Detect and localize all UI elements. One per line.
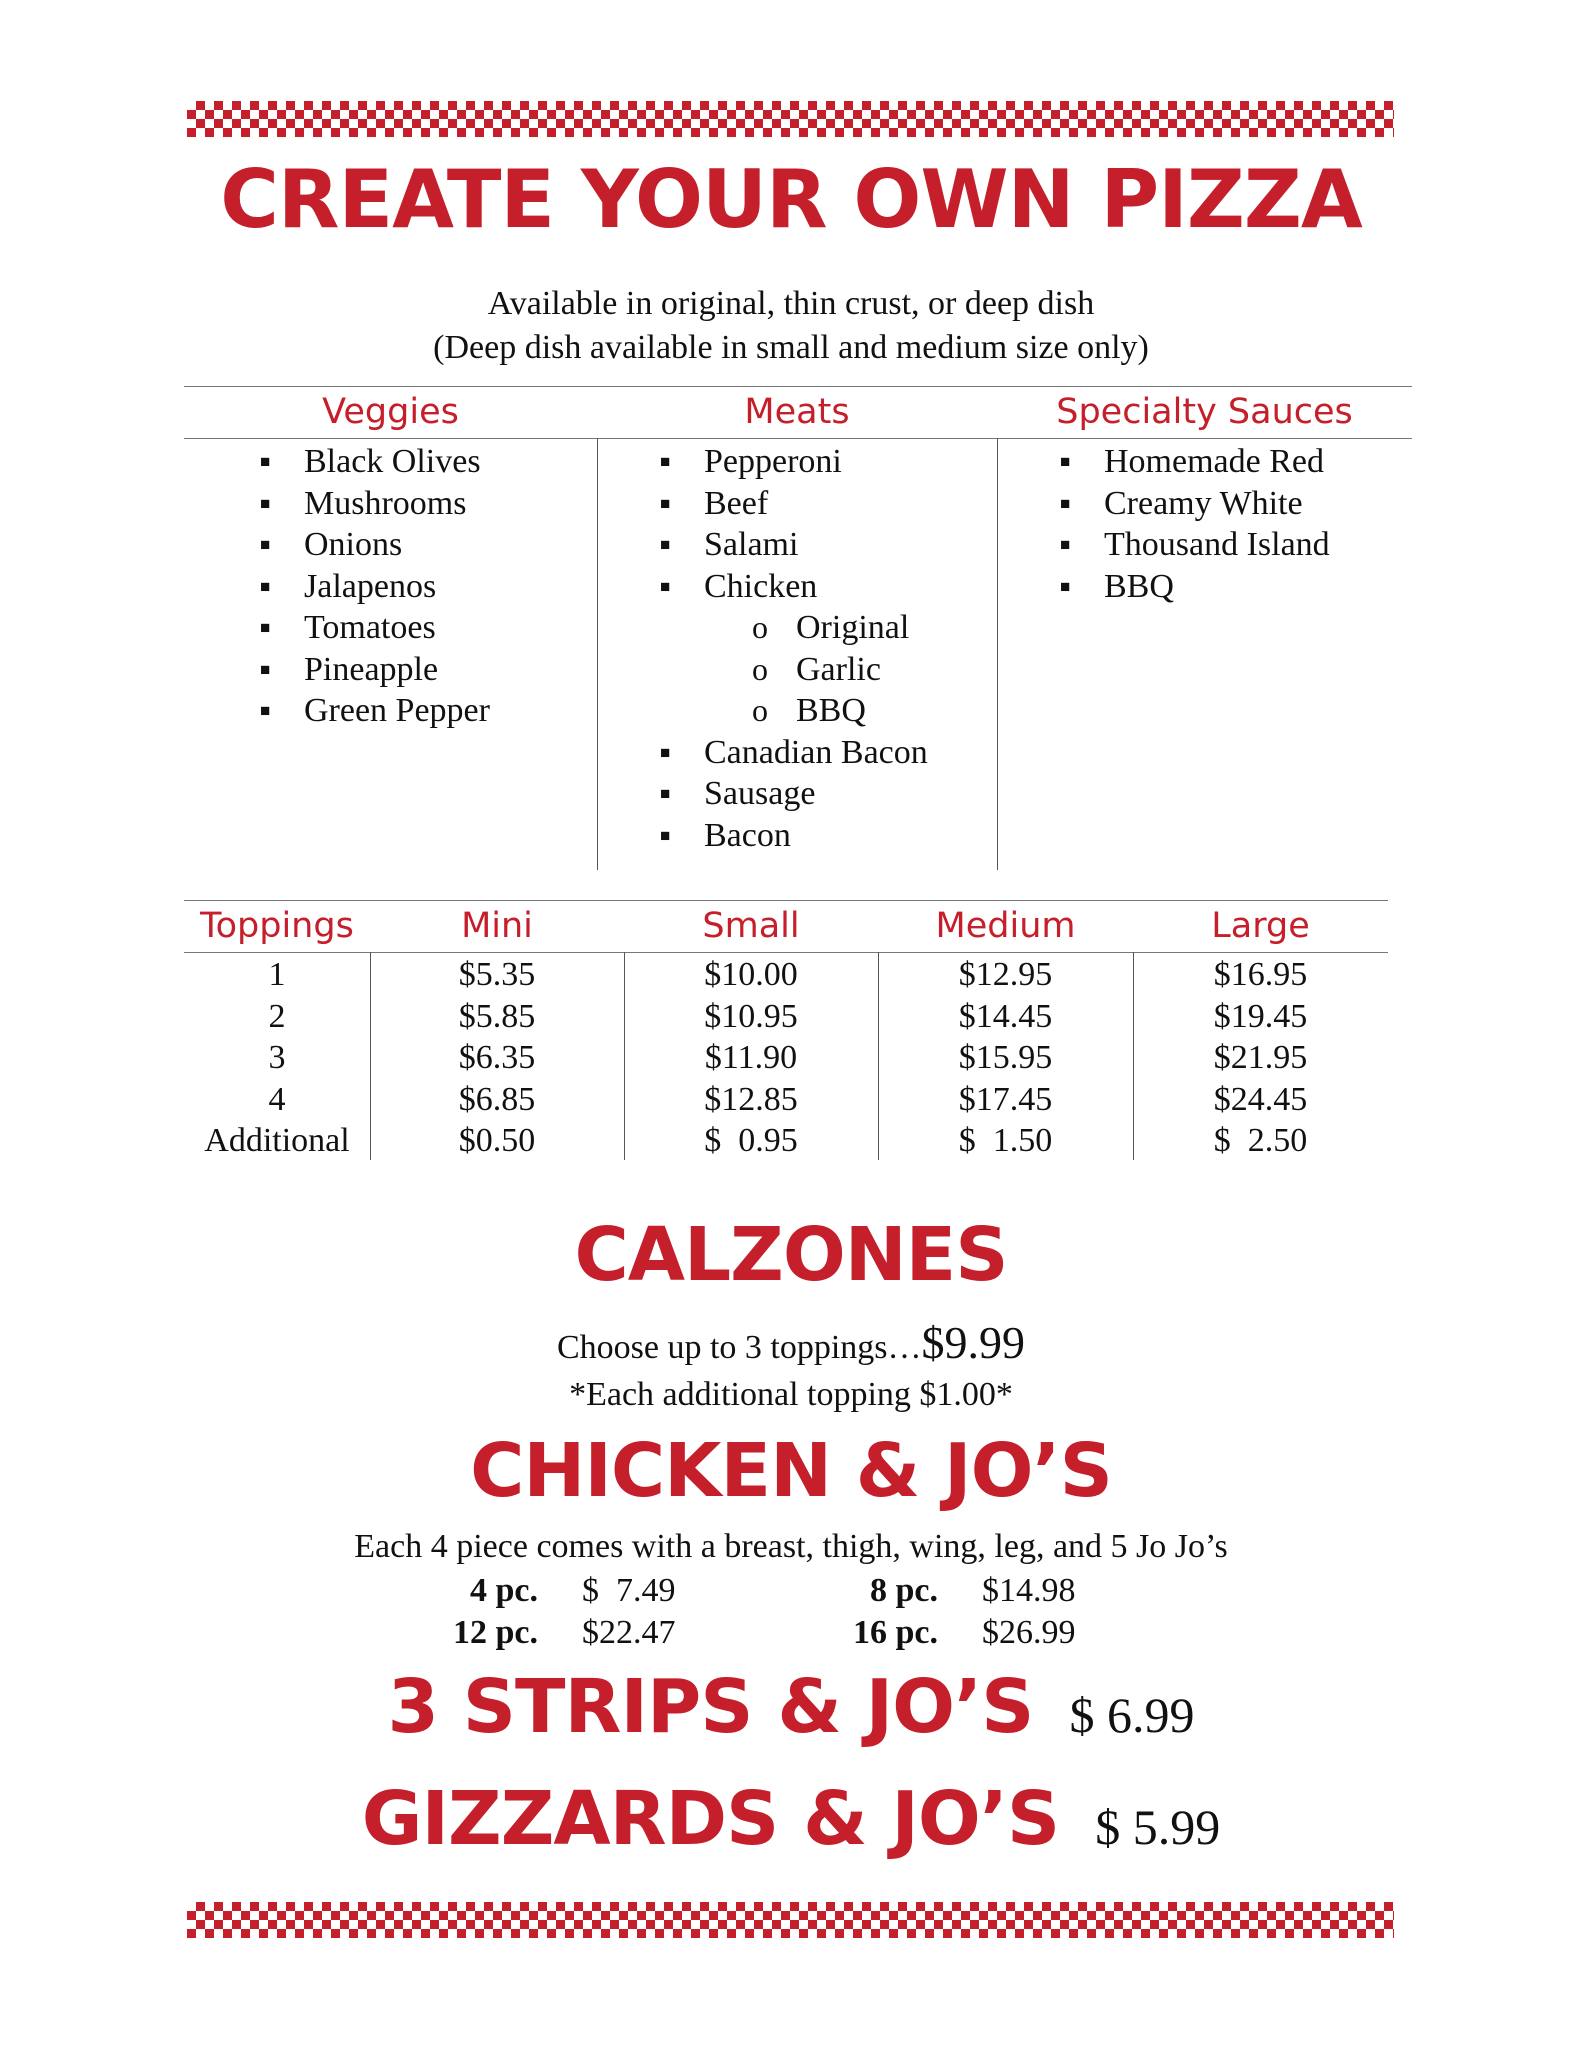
chicken-option: o BBQ xyxy=(660,690,928,732)
table-cell: $10.95 xyxy=(704,997,798,1035)
toppings-divider-1 xyxy=(597,438,598,870)
calzones-title: CALZONES xyxy=(574,1212,1008,1298)
price-header-medium: Medium xyxy=(935,906,1076,946)
meat-item: ■ Chicken xyxy=(660,566,928,608)
veggies-list xyxy=(260,441,490,732)
meat-item: ■ Sausage xyxy=(660,773,928,815)
veggie-item: ■ Tomatoes xyxy=(260,607,490,649)
table-cell: $ 2.50 xyxy=(1213,1122,1308,1159)
veggie-item: ■ Mushrooms xyxy=(260,483,490,525)
chicken-title: CHICKEN & JO’S xyxy=(470,1428,1112,1514)
strips-price: $ 6.99 xyxy=(1069,1687,1195,1743)
meat-item: ■ Beef xyxy=(660,483,928,525)
meats-heading: Meats xyxy=(744,392,850,432)
meats-list xyxy=(660,441,928,856)
veggie-item: ■ Jalapenos xyxy=(260,566,490,608)
large-price-column xyxy=(1133,954,1388,1162)
table-cell: $ 1.50 xyxy=(958,1122,1053,1159)
price-table-header-rule xyxy=(184,952,1388,953)
veggie-item: ■ Green Pepper xyxy=(260,690,490,732)
strips-title: 3 STRIPS & JO’S xyxy=(387,1664,1034,1750)
toppings-divider-2 xyxy=(997,438,998,870)
meat-item: ■ Canadian Bacon xyxy=(660,732,928,774)
table-cell: $16.95 xyxy=(1213,956,1308,993)
table-cell: $12.85 xyxy=(704,1080,798,1118)
checkered-border-top xyxy=(187,101,1394,137)
chicken-8pc-label: 8 pc. xyxy=(870,1572,938,1609)
table-cell: 4 xyxy=(268,1080,286,1118)
calzones-toppings-line xyxy=(0,1312,1582,1379)
toppings-header-rule xyxy=(184,438,1412,439)
table-cell: $12.95 xyxy=(958,956,1053,993)
veggie-item: ■ Black Olives xyxy=(260,441,490,483)
table-cell: $0.50 xyxy=(458,1122,536,1159)
table-cell: $5.85 xyxy=(458,997,536,1035)
sauce-item: ■ BBQ xyxy=(1060,566,1330,608)
sauce-item: ■ Thousand Island xyxy=(1060,524,1330,566)
toppings-top-rule xyxy=(184,386,1412,387)
medium-price-column xyxy=(878,954,1133,1162)
price-header-toppings: Toppings xyxy=(200,906,354,946)
sauce-item: ■ Homemade Red xyxy=(1060,441,1330,483)
chicken-8pc-price: $14.98 xyxy=(982,1572,1076,1609)
table-cell: $15.95 xyxy=(958,1039,1053,1076)
sauces-heading: Specialty Sauces xyxy=(1056,392,1353,432)
chicken-4pc-price: $ 7.49 xyxy=(582,1572,676,1609)
price-table-top-rule xyxy=(184,900,1388,901)
deep-dish-note: (Deep dish available in small and medium size only) xyxy=(433,329,1149,366)
price-header-large: Large xyxy=(1211,906,1310,946)
table-cell: Additional xyxy=(204,1122,350,1159)
table-cell: $5.35 xyxy=(458,956,536,993)
pizza-title: CREATE YOUR OWN PIZZA xyxy=(220,153,1362,246)
price-header-small: Small xyxy=(702,906,800,946)
table-cell: $24.45 xyxy=(1213,1080,1308,1118)
meat-item: ■ Bacon xyxy=(660,815,928,857)
veggie-item: ■ Pineapple xyxy=(260,649,490,691)
veggies-heading: Veggies xyxy=(322,392,459,432)
table-cell: $19.45 xyxy=(1213,997,1308,1035)
small-price-column xyxy=(624,954,878,1162)
sauces-list xyxy=(1060,441,1330,607)
chicken-16pc-label: 16 pc. xyxy=(853,1614,938,1651)
meat-item: ■ Pepperoni xyxy=(660,441,928,483)
price-header-mini: Mini xyxy=(461,906,533,946)
veggie-item: ■ Onions xyxy=(260,524,490,566)
table-cell: $14.45 xyxy=(958,997,1053,1035)
table-cell: $11.90 xyxy=(704,1039,798,1076)
table-cell: 1 xyxy=(268,956,286,993)
chicken-option: o Garlic xyxy=(660,649,928,691)
sauce-item: ■ Creamy White xyxy=(1060,483,1330,525)
meat-item: ■ Salami xyxy=(660,524,928,566)
table-cell: 3 xyxy=(268,1039,286,1076)
table-cell: 2 xyxy=(268,997,286,1035)
table-cell: $17.45 xyxy=(958,1080,1053,1118)
mini-price-column xyxy=(370,954,624,1162)
calzones-price: $9.99 xyxy=(921,1317,1026,1368)
crust-note: Available in original, thin crust, or deep dish xyxy=(487,285,1095,322)
strips-line xyxy=(0,1662,1582,1760)
table-cell: $6.85 xyxy=(458,1080,536,1118)
calzones-toppings-text: Choose up to 3 toppings… xyxy=(556,1329,922,1366)
gizzards-line xyxy=(0,1774,1582,1872)
gizzards-price: $ 5.99 xyxy=(1095,1799,1221,1855)
chicken-4pc-label: 4 pc. xyxy=(470,1572,538,1609)
chicken-12pc-price: $22.47 xyxy=(582,1614,676,1651)
table-cell: $10.00 xyxy=(704,956,798,993)
table-cell: $6.35 xyxy=(458,1039,536,1076)
chicken-16pc-price: $26.99 xyxy=(982,1614,1076,1651)
calzones-additional-note: *Each additional topping $1.00* xyxy=(569,1376,1013,1413)
checkered-border-bottom xyxy=(187,1902,1394,1938)
chicken-12pc-label: 12 pc. xyxy=(453,1614,538,1651)
gizzards-title: GIZZARDS & JO’S xyxy=(361,1776,1060,1862)
table-cell: $21.95 xyxy=(1213,1039,1308,1076)
table-cell: $ 0.95 xyxy=(704,1122,798,1159)
toppings-count-column xyxy=(184,954,370,1162)
chicken-description: Each 4 piece comes with a breast, thigh, wing, leg, and 5 Jo Jo’s xyxy=(354,1528,1228,1565)
chicken-option: o Original xyxy=(660,607,928,649)
